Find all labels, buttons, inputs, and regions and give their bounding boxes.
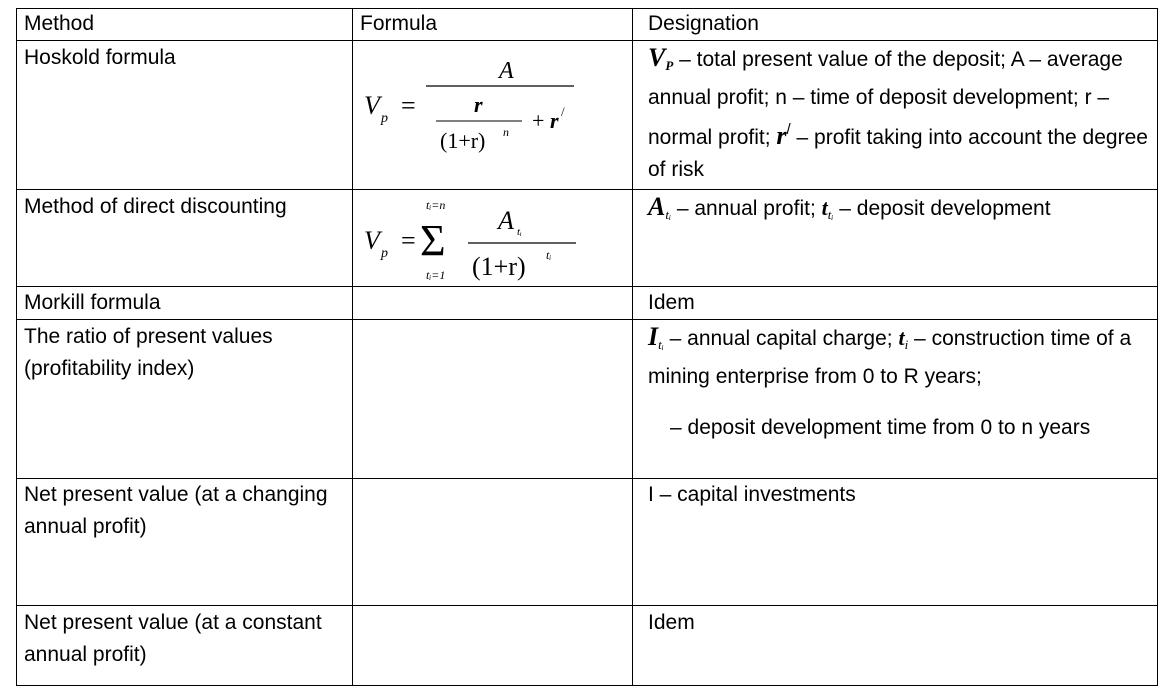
header-designation: Designation [648, 12, 759, 35]
sum-upper-limit: tᵢ=n [426, 198, 446, 212]
hoskold-formula [356, 42, 630, 188]
symbol-at-sub: tᵢ [665, 207, 672, 222]
designation-direct-discounting [648, 191, 1148, 231]
formula-denominator-sup: tᵢ [546, 248, 552, 262]
sum-lower-limit: tᵢ=1 [426, 268, 446, 282]
formula-eq: = [401, 91, 416, 120]
designation-profitability-index-cont: – deposit development time from 0 to n years [670, 416, 1091, 439]
designation-text: – deposit development [833, 197, 1051, 220]
method-hoskold: Hoskold formula [24, 46, 176, 69]
formula-denominator: (1+r) [472, 252, 526, 281]
symbol-ti: t [898, 325, 905, 350]
formula-lhs-sub: p [381, 246, 388, 261]
column-divider [632, 8, 633, 686]
designation-hoskold [648, 42, 1148, 186]
header-method: Method [24, 12, 95, 35]
method-morkill: Morkill formula [24, 291, 161, 314]
symbol-vp-sub: P [665, 58, 674, 73]
designation-morkill: Idem [648, 291, 695, 314]
row-divider [16, 605, 1158, 606]
direct-discounting-formula [356, 191, 630, 285]
sum-sigma: Σ [420, 216, 446, 265]
table-border-left [16, 8, 17, 686]
formula-lhs: V [364, 226, 380, 255]
designation-profitability-index [648, 321, 1148, 393]
symbol-at: A [648, 192, 666, 221]
designation-text: – construction time of a mining enterprise from 0 to R years; [648, 327, 1132, 388]
table-border-right [1157, 8, 1158, 686]
designation-text: – annual capital charge; [663, 327, 899, 350]
inner-denominator: (1+r) [440, 128, 486, 153]
designation-text: – total present value of the deposit; A – average annual profit; n – time of deposit development; r – normal profit; [648, 48, 1123, 149]
row-divider [16, 189, 1158, 190]
designation-npv-changing: I – capital investments [648, 483, 856, 506]
method-profitability-index: The ratio of present values (profitability index) [24, 325, 273, 380]
method-npv-constant: Net present value (at a constant annual profit) [24, 611, 322, 666]
symbol-r-prime-sup: / [786, 121, 791, 138]
symbol-it: I [648, 322, 659, 351]
symbol-r-prime: r [776, 121, 787, 150]
header-formula: Formula [360, 12, 438, 35]
row-divider [16, 319, 1158, 320]
method-direct-discounting: Method of direct discounting [24, 195, 287, 218]
table-border-bottom [16, 685, 1158, 686]
symbol-t: t [821, 195, 828, 220]
column-divider [352, 8, 353, 686]
symbol-vp: V [648, 43, 666, 72]
symbol-ti-sub: i [904, 337, 909, 352]
inner-numerator: r [474, 92, 483, 117]
method-npv-changing: Net present value (at a changing annual profit) [24, 483, 328, 538]
inner-denominator-sup: n [503, 125, 509, 139]
formula-lhs: V [364, 91, 380, 120]
formula-eq: = [401, 226, 416, 255]
plus-term: r [550, 108, 559, 133]
formula-numerator: A [498, 206, 514, 235]
designation-npv-constant: Idem [648, 611, 695, 634]
methods-table [16, 8, 1158, 686]
row-divider [16, 40, 1158, 41]
plus-term-sup: / [561, 104, 565, 119]
formula-numerator: A [499, 58, 514, 84]
designation-text: – annual profit; [671, 197, 822, 220]
symbol-it-sub: tᵢ [658, 337, 664, 352]
formula-lhs-sub: p [381, 111, 388, 126]
formula-numerator-sub: tᵢ [517, 226, 522, 238]
symbol-t-sub: tᵢ [827, 207, 834, 222]
formula-plus: + [532, 108, 545, 133]
designation-text: – profit taking into account the degree of risk [648, 126, 1148, 181]
